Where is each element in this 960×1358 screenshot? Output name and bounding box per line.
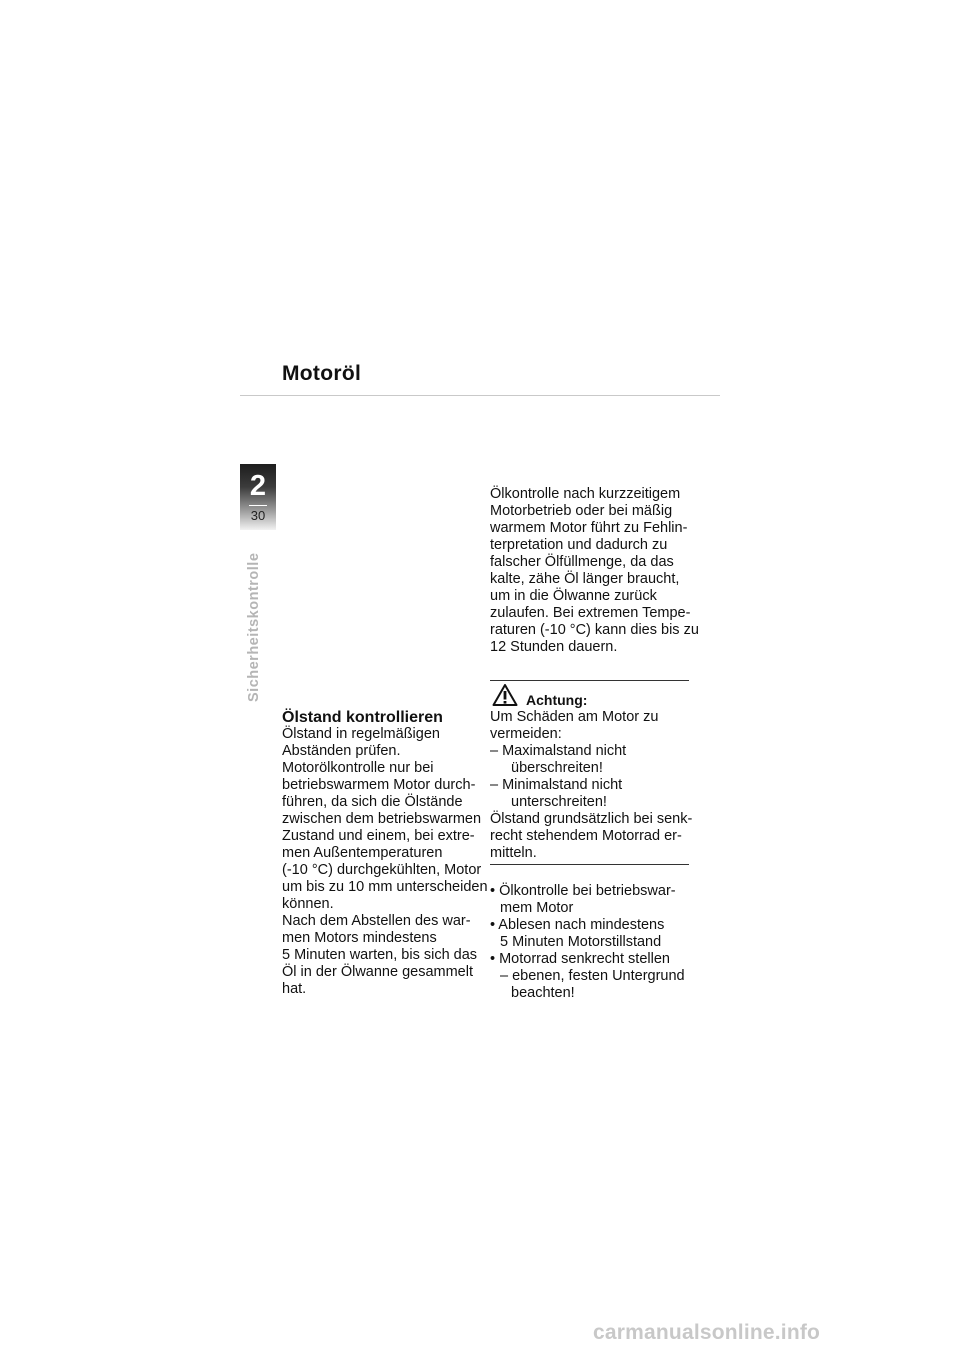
- text-line: Nach dem Abstellen des war-: [282, 913, 471, 929]
- left-column: [282, 709, 488, 998]
- list-item: • Motorrad senkrecht stellen: [490, 951, 670, 967]
- text-line: Öl in der Ölwanne gesammelt: [282, 964, 473, 980]
- sub-list-item-continuation: beachten!: [511, 985, 575, 1001]
- text-line: recht stehendem Motorrad er-: [490, 828, 682, 844]
- header-divider: [240, 395, 720, 396]
- list-item: • Ablesen nach mindestens: [490, 917, 665, 933]
- text-line: mitteln.: [490, 845, 537, 861]
- list-item-continuation: mem Motor: [500, 900, 574, 916]
- list-item: – Maximalstand nicht: [490, 743, 627, 759]
- text-line: betriebswarmem Motor durch-: [282, 777, 476, 793]
- watermark: carmanualsonline.info: [593, 1321, 821, 1344]
- text-line: Ölkontrolle nach kurzzeitigem: [490, 486, 681, 502]
- right-column: [490, 486, 699, 656]
- text-line: warmem Motor führt zu Fehlin-: [490, 520, 688, 536]
- text-line: Abständen prüfen.: [282, 743, 401, 759]
- chapter-side-label: Sicherheitskontrolle: [246, 552, 262, 702]
- text-line: hat.: [282, 981, 307, 997]
- text-line: (-10 °C) durchgekühlten, Motor: [282, 862, 482, 878]
- text-line: men Außentemperaturen: [282, 845, 443, 861]
- chapter-divider: [249, 505, 267, 506]
- text-line: men Motors mindestens: [282, 930, 437, 946]
- text-line: falscher Ölfüllmenge, da das: [490, 554, 674, 570]
- warning-box: [490, 680, 693, 865]
- text-line: zulaufen. Bei extremen Tempe-: [490, 605, 691, 621]
- section-heading: Ölstand kontrollieren: [282, 709, 443, 726]
- chapter-tab: [240, 464, 276, 530]
- text-line: terpretation und dadurch zu: [490, 537, 668, 553]
- list-item: • Ölkontrolle bei betriebswar-: [490, 883, 676, 899]
- list-item-continuation: unterschreiten!: [511, 794, 607, 810]
- text-line: raturen (-10 °C) kann dies bis zu: [490, 622, 699, 638]
- text-line: 12 Stunden dauern.: [490, 639, 618, 655]
- text-line: Um Schäden am Motor zu: [490, 709, 659, 725]
- warning-triangle-icon: [492, 683, 518, 707]
- page-title: Motoröl: [282, 362, 362, 385]
- text-line: zwischen dem betriebswarmen: [282, 811, 482, 827]
- page-number: 30: [250, 508, 266, 523]
- text-line: kalte, zähe Öl länger braucht,: [490, 571, 680, 587]
- text-line: Motorölkontrolle nur bei: [282, 760, 434, 776]
- text-line: Ölstand in regelmäßigen: [282, 726, 440, 742]
- list-item-continuation: 5 Minuten Motorstillstand: [500, 934, 662, 950]
- warning-header: [490, 681, 689, 709]
- text-line: können.: [282, 896, 334, 912]
- text-line: Ölstand grundsätzlich bei senk-: [490, 811, 693, 827]
- text-line: führen, da sich die Ölstände: [282, 794, 463, 810]
- chapter-number: 2: [249, 470, 267, 502]
- text-line: Zustand und einem, bei extre-: [282, 828, 475, 844]
- text-line: um bis zu 10 mm unterscheiden: [282, 879, 488, 895]
- steps-list: [490, 883, 700, 1002]
- text-line: Motorbetrieb oder bei mäßig: [490, 503, 673, 519]
- text-line: vermeiden:: [490, 726, 562, 742]
- list-item-continuation: überschreiten!: [511, 760, 603, 776]
- text-line: um in die Ölwanne zurück: [490, 588, 657, 604]
- warning-label: Achtung:: [526, 692, 588, 708]
- text-line: 5 Minuten warten, bis sich das: [282, 947, 478, 963]
- sub-list-item: – ebenen, festen Untergrund: [500, 968, 685, 984]
- list-item: – Minimalstand nicht: [490, 777, 623, 793]
